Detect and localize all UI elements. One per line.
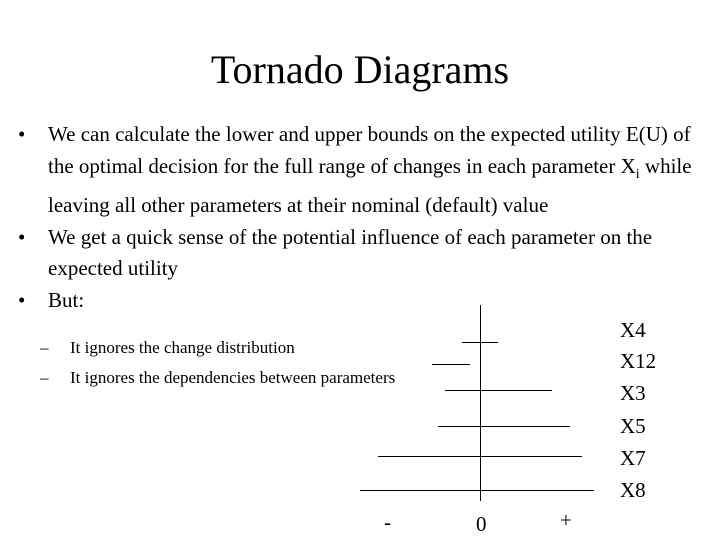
bullet-item <box>18 222 708 285</box>
bullet-text: while leaving all other parameters at their nominal (default) value <box>48 153 692 218</box>
page-title: Tornado Diagrams <box>210 47 510 92</box>
tornado-bar <box>378 456 582 457</box>
sub-bullet-glyph: – <box>40 368 49 387</box>
param-label: X5 <box>620 414 646 438</box>
axis-minus-label: - <box>384 510 391 534</box>
bullet-text: We can calculate the lower and upper bounds on the expected utility E(U) of the optimal decision for the full range of changes in each parameter X <box>48 122 691 178</box>
sub-bullet-glyph: – <box>40 338 49 357</box>
axis-plus-label: + <box>560 508 572 532</box>
bullet-item <box>18 285 708 317</box>
param-label: X8 <box>620 478 646 502</box>
tornado-bar <box>438 426 570 427</box>
tornado-bar <box>360 490 594 491</box>
param-label: X3 <box>620 381 646 405</box>
param-label: X4 <box>620 318 646 342</box>
param-label: X12 <box>620 349 657 373</box>
bullet-text: We get a quick sense of the potential influence of each parameter on the expected utility <box>48 224 653 281</box>
bullet-glyph: • <box>18 122 26 146</box>
tornado-bar <box>462 342 498 343</box>
param-label: X7 <box>620 446 646 470</box>
bullet-glyph: • <box>18 287 26 312</box>
bullet-glyph: • <box>18 224 26 249</box>
tornado-bar <box>445 390 552 391</box>
bullet-text: But: <box>48 287 85 312</box>
bullet-list <box>18 119 708 316</box>
sub-bullet-item <box>40 368 395 388</box>
sub-bullet-text: It ignores the dependencies between parameters <box>70 368 396 387</box>
subscript: i <box>635 166 640 182</box>
center-axis-line <box>480 305 481 501</box>
tornado-bar <box>432 364 470 365</box>
axis-zero-label: 0 <box>476 512 487 536</box>
sub-bullet-text: It ignores the change distribution <box>70 338 295 357</box>
sub-bullet-item <box>40 338 295 358</box>
bullet-item <box>18 119 708 222</box>
